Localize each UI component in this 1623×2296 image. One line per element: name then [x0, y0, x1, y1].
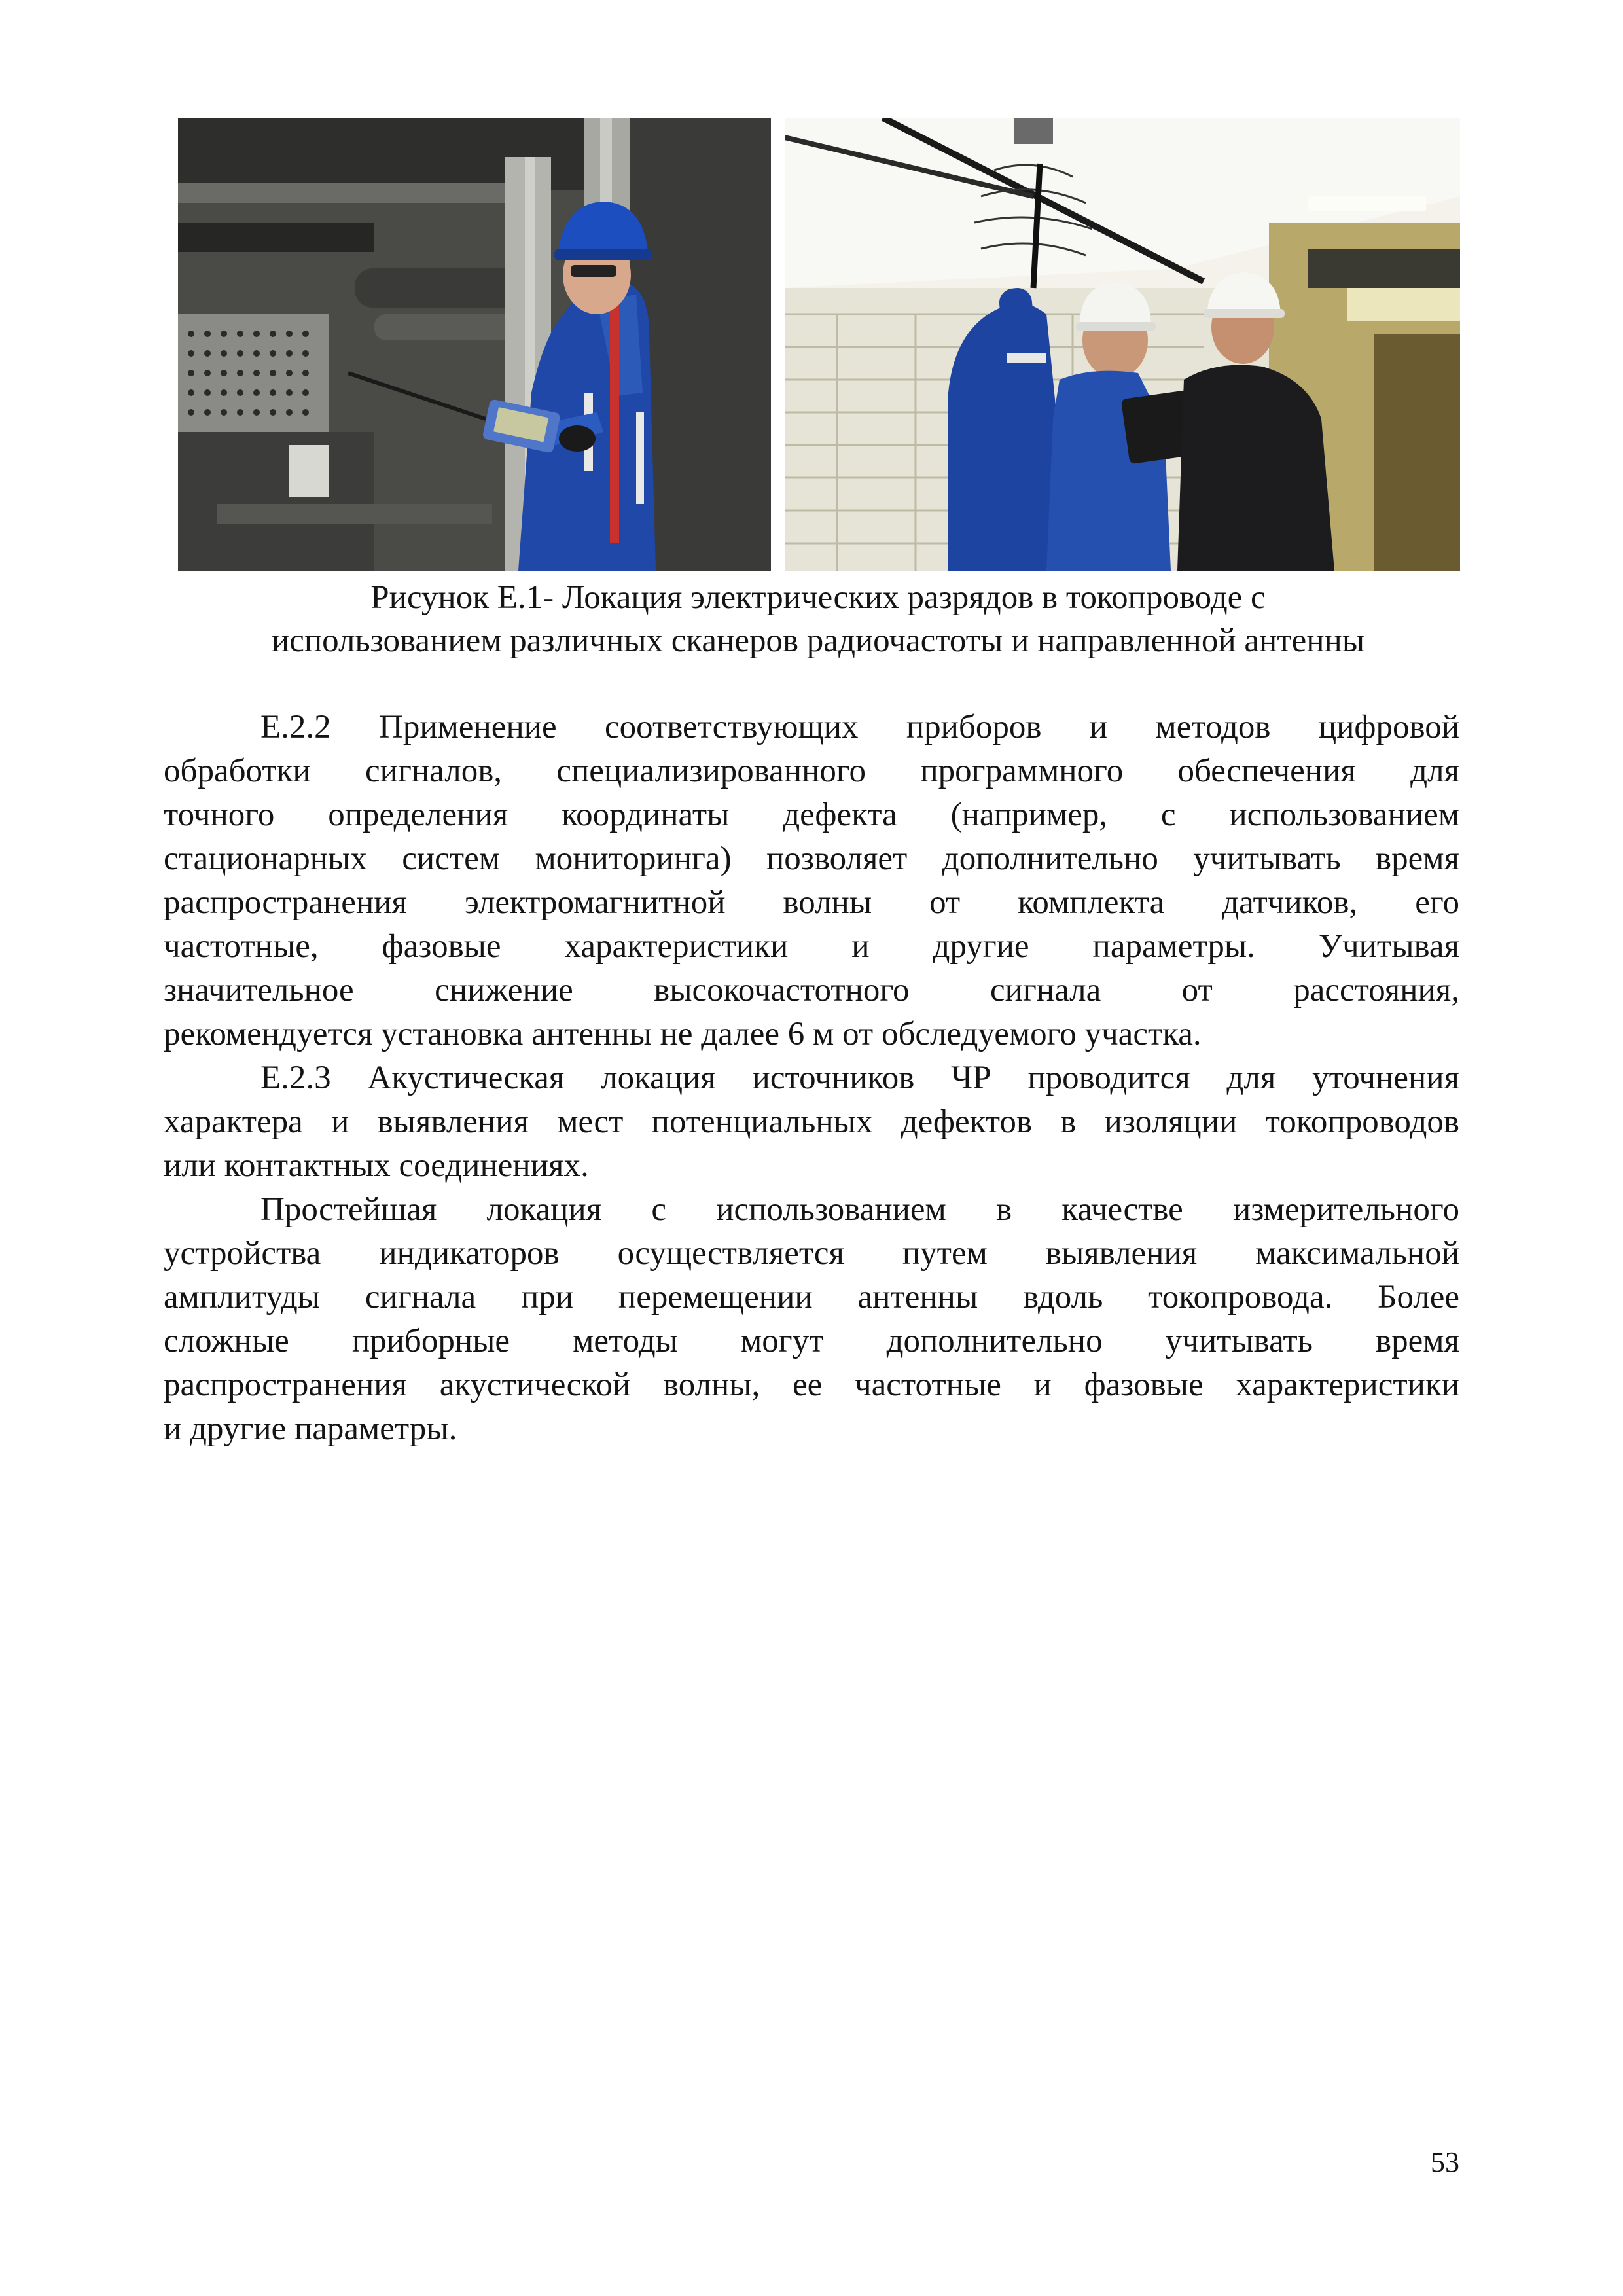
text-line: распространения акустической волны, ее частотные и фазовые характеристики — [164, 1367, 1459, 1403]
text-line: устройства индикаторов осуществляется путем выявления максимальной — [164, 1235, 1459, 1272]
text-line: частотные, фазовые характеристики и другие параметры. Учитывая — [164, 928, 1459, 965]
text-line: рекомендуется установка антенны не далее 6 м от обследуемого участка. — [164, 1016, 1202, 1052]
figure-caption-line-1: Рисунок Е.1- Локация электрических разрядов в токопроводе с — [370, 579, 1266, 616]
text-line: распространения электромагнитной волны от комплекта датчиков, его — [164, 884, 1459, 921]
text-line: значительное снижение высокочастотного сигнала от расстояния, — [164, 972, 1459, 1009]
text-line: Е.2.2 Применение соответствующих приборов и методов цифровой — [260, 709, 1459, 745]
page-number: 53 — [1431, 2146, 1459, 2178]
text-line: точного определения координаты дефекта (например, с использованием — [164, 797, 1459, 833]
text-line: амплитуды сигнала при перемещении антенны вдоль токопровода. Более — [164, 1279, 1459, 1316]
text-line: стационарных систем мониторинга) позволяет дополнительно учитывать время — [164, 840, 1459, 877]
photo-workers-with-antenna — [785, 118, 1460, 571]
text-line: Простейшая локация с использованием в качестве измерительного — [260, 1191, 1459, 1228]
photo-workers-directional-antenna-icon — [785, 118, 1460, 571]
figure-caption-line-2: использованием различных сканеров радиочастоты и направленной антенны — [271, 622, 1365, 659]
text-line: характера и выявления мест потенциальных дефектов в изоляции токопроводов — [164, 1103, 1459, 1140]
text-line: сложные приборные методы могут дополнительно учитывать время — [164, 1323, 1459, 1359]
text-line: и другие параметры. — [164, 1410, 457, 1447]
text-line: Е.2.3 Акустическая локация источников ЧР проводится для уточнения — [260, 1060, 1459, 1096]
photo-worker-with-scanner — [178, 118, 771, 571]
text-line: обработки сигналов, специализированного программного обеспечения для — [164, 753, 1459, 789]
photo-worker-scanner-icon — [178, 118, 771, 571]
text-line: или контактных соединениях. — [164, 1147, 589, 1184]
